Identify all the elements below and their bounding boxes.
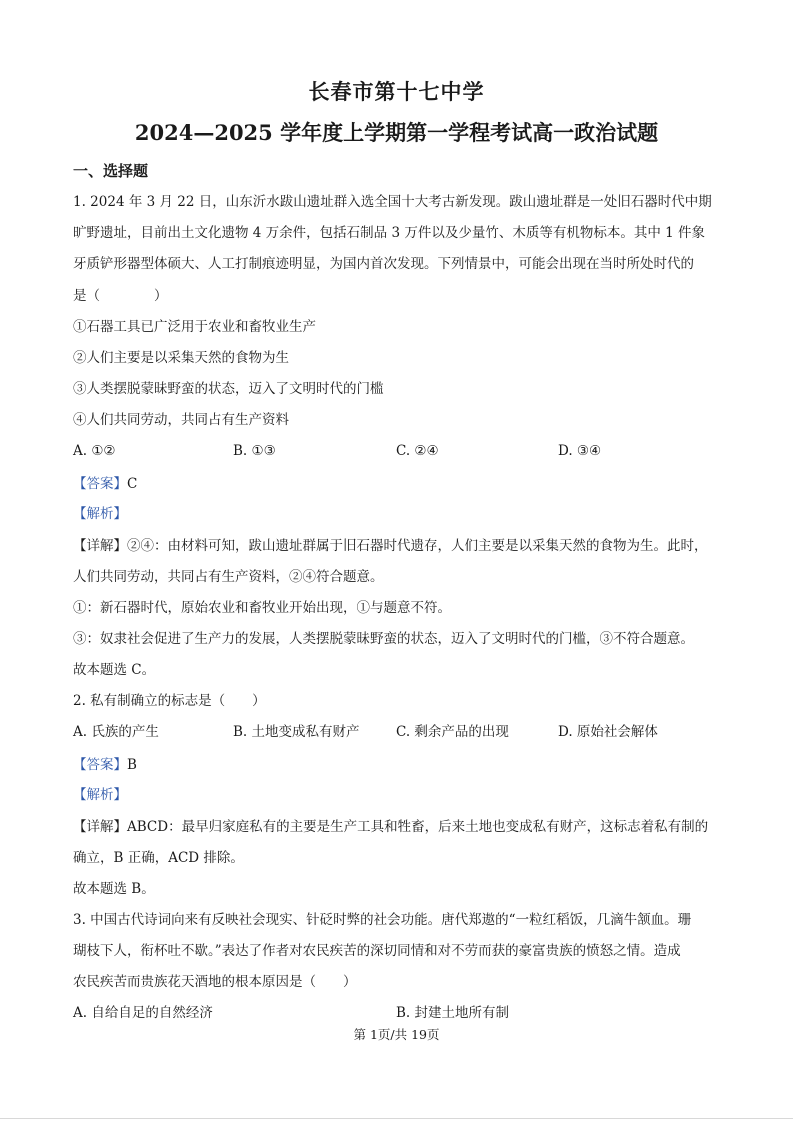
q1-detail-line: ③：奴隶社会促进了生产力的发展，人类摆脱蒙昧野蛮的状态，迈入了文明时代的门槛，③不符合题意。 [73, 631, 694, 647]
q1-stem-line: 1. 2024 年 3 月 22 日，山东沂水跋山遗址群入选全国十大考古新发现。跋山遗址群是一处旧石器时代中期 [73, 194, 712, 210]
q3-stem-line: 瑚枝下人，衔杯吐不歇。”表达了作者对农民疾苦的深切同情和对不劳而获的豪富贵族的愤怒之情。造成 [73, 943, 681, 959]
q3-option-b: B. 封建土地所有制 [396, 1005, 510, 1021]
q2-option-d: D. 原始社会解体 [558, 724, 658, 740]
answer-tag: 【答案】 [73, 757, 127, 773]
q2-analysis-tag: 【解析】 [73, 787, 127, 803]
q1-item: ③人类摆脱蒙昧野蛮的状态，迈入了文明时代的门槛 [73, 381, 384, 397]
q1-option-d: D. ③④ [558, 443, 602, 459]
q2-answer [73, 756, 137, 774]
q2-detail-line: 故本题选 B。 [73, 881, 155, 897]
answer-tag: 【答案】 [73, 476, 127, 492]
q2-option-b: B. 土地变成私有财产 [233, 724, 360, 740]
q2-option-c: C. 剩余产品的出现 [396, 724, 509, 740]
exam-school-title: 长春市第十七中学 [308, 79, 485, 104]
q1-option-a: A. ①② [73, 443, 116, 459]
q1-option-c: C. ②④ [396, 443, 439, 459]
q2-detail-line: 确立，B 正确，ACD 排除。 [73, 850, 244, 866]
q1-item: ④人们共同劳动，共同占有生产资料 [73, 412, 289, 428]
page-bottom-divider [0, 1118, 793, 1119]
q2-stem: 2. 私有制确立的标志是（ ） [73, 693, 266, 709]
q1-detail-line: ①：新石器时代，原始农业和畜牧业开始出现，①与题意不符。 [73, 600, 451, 616]
q1-answer [73, 475, 137, 493]
exam-subject-title: 2024—2025 学年度上学期第一学程考试高一政治试题 [134, 120, 659, 145]
q2-option-a: A. 氏族的产生 [73, 724, 159, 740]
detail-tag: 【详解】 [73, 819, 127, 835]
q1-stem-line: 是（ ） [73, 288, 168, 304]
q2-detail-line [73, 818, 708, 836]
q3-stem-line: 农民疾苦而贵族花天酒地的根本原因是（ ） [73, 974, 357, 990]
q1-detail-line [73, 537, 708, 555]
q1-stem-line: 旷野遗址，目前出土文化遗物 4 万余件，包括石制品 3 万件以及少量竹、木质等有机物标本。其中 1 件象 [73, 225, 706, 241]
page-number-footer: 第 1页/共 19页 [353, 1027, 440, 1042]
q3-stem-line: 3. 中国古代诗词向来有反映社会现实、针砭时弊的社会功能。唐代郑遨的“一粒红稻饭，几滴牛颔血。珊 [73, 912, 692, 928]
q3-option-a: A. 自给自足的自然经济 [73, 1005, 213, 1021]
section-heading: 一、选择题 [73, 162, 149, 180]
q1-item: ①石器工具已广泛用于农业和畜牧业生产 [73, 319, 316, 335]
q1-analysis-tag: 【解析】 [73, 506, 127, 522]
q1-item: ②人们主要是以采集天然的食物为生 [73, 350, 289, 366]
answer-value: B [127, 757, 137, 773]
q1-stem-line: 牙质铲形器型体硕大、人工打制痕迹明显，为国内首次发现。下列情景中，可能会出现在当时所处时代的 [73, 256, 694, 272]
detail-text: ②④：由材料可知，跋山遗址群属于旧石器时代遗存，人们主要是以采集天然的食物为生。此时， [127, 538, 708, 554]
q1-option-b: B. ①③ [233, 443, 276, 459]
detail-tag: 【详解】 [73, 538, 127, 554]
q1-detail-line: 故本题选 C。 [73, 662, 156, 678]
detail-text: ABCD：最早归家庭私有的主要是生产工具和牲畜，后来土地也变成私有财产，这标志着私有制的 [127, 819, 709, 835]
answer-value: C [127, 476, 138, 492]
q1-detail-line: 人们共同劳动，共同占有生产资料，②④符合题意。 [73, 569, 384, 585]
